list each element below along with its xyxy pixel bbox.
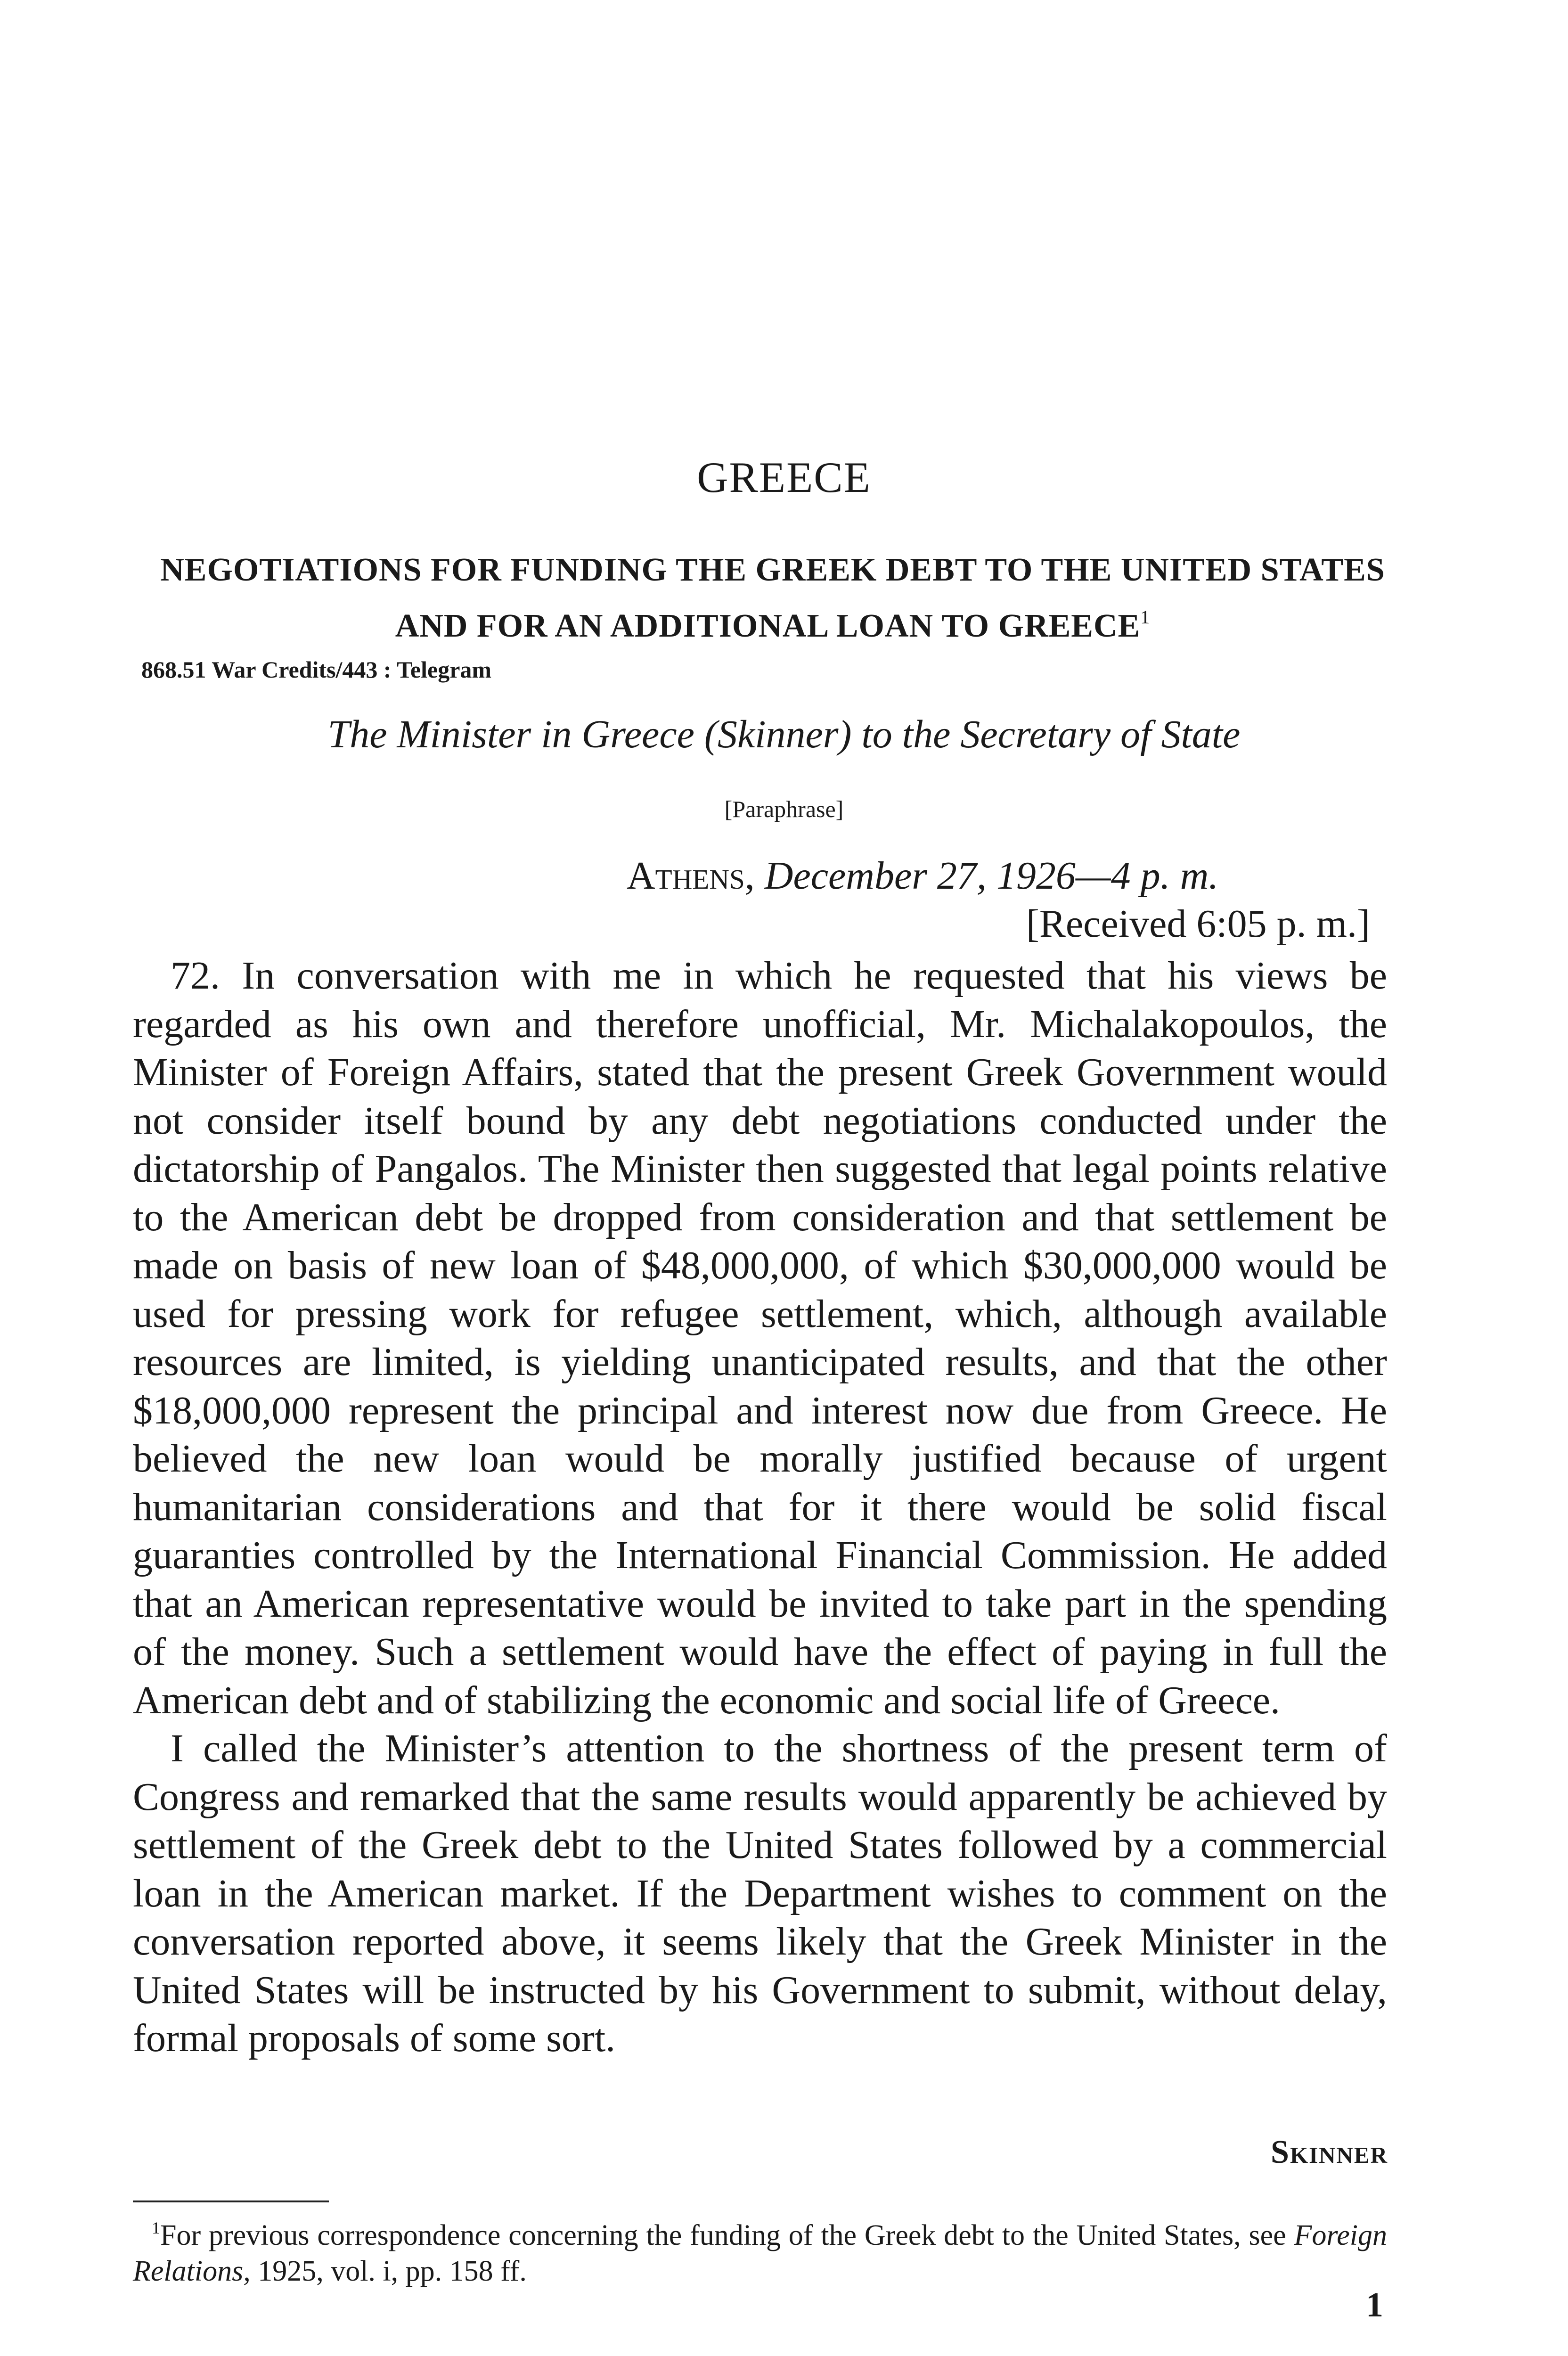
footnote	[133, 2210, 1387, 2289]
page-number: 1	[1366, 2286, 1383, 2324]
file-reference: 868.51 War Credits/443 : Telegram	[141, 656, 492, 683]
footnote-divider	[133, 2201, 329, 2202]
footnote-text-after: 1925, vol. i, pp. 158 ff.	[250, 2255, 527, 2287]
section-heading-text: NEGOTIATIONS FOR FUNDING THE GREEK DEBT TO THE UNITED STATES AND FOR AN ADDITIONAL LOAN TO GREECE	[160, 552, 1385, 644]
footnote-text-before: For previous correspondence concerning the funding of the Greek debt to the United States, see	[160, 2219, 1294, 2251]
body-paragraph: I called the Minister’s attention to the shortness of the present term of Congress and remarked that the same results would apparently be achieved by settlement of the Greek debt to the United States followed by a commercial loan in the American market. If the Department wishes to comment on the conversation reported above, it seems likely that the Greek Minister in the United States will be instructed by his Government to submit, without delay, formal proposals of some sort.	[133, 1726, 1387, 2060]
dateline-place: Athens,	[627, 854, 755, 898]
section-footnote-marker: 1	[1140, 606, 1151, 628]
dateline-date: December 27, 1926—4 p. m.	[764, 854, 1219, 898]
telegram-body	[133, 952, 1387, 2063]
section-heading	[141, 547, 1404, 650]
signature: Skinner	[1271, 2134, 1388, 2170]
body-paragraph: 72. In conversation with me in which he requested that his views be regarded as his own and therefore unofficial, Mr. Michalakopoulos, the Minister of Foreign Affairs, stated that the present Greek Government would not consider itself bound by any debt negotiations conducted under the dictatorship of Pangalos. The Minister then suggested that legal points relative to the American debt be dropped from consideration and that settlement be made on basis of new loan of $48,000,000, of which $30,000,000 would be used for pressing work for refugee settlement, which, although available resources are limited, is yielding unanticipated results, and that the other $18,000,000 represent the principal and interest now due from Greece. He believed the new loan would be morally justified because of urgent humanitarian considerations and that for it there would be solid fiscal guaranties controlled by the International Financial Commission. He added that an American representative would be invited to take part in the spending of the money. Such a settlement would have the effect of paying in full the American debt and of stabilizing the economic and social life of Greece.	[133, 954, 1387, 1722]
document-title: The Minister in Greece (Skinner) to the Secretary of State	[327, 712, 1241, 756]
paraphrase-label: [Paraphrase]	[724, 796, 844, 822]
dateline	[627, 853, 1218, 899]
country-title: GREECE	[697, 453, 871, 501]
footnote-italic-title: Foreign Relations,	[133, 2219, 1387, 2287]
footnote-marker: 1	[152, 2218, 160, 2237]
received-time: [Received 6:05 p. m.]	[1026, 902, 1370, 946]
